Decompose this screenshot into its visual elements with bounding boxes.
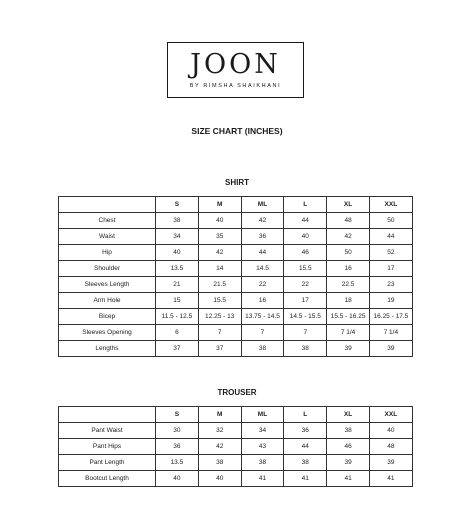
measurement-label: Sleeves Length [59,277,156,293]
size-header: S [156,197,199,213]
trouser-header-row [59,407,413,423]
size-header: XXL [369,407,412,423]
measurement-value: 6 [156,325,199,341]
table-row [59,245,413,261]
measurement-value: 23 [369,277,412,293]
measurement-value: 38 [327,423,370,439]
size-header: ML [241,407,284,423]
measurement-value: 44 [284,439,327,455]
measurement-value: 42 [241,213,284,229]
measurement-value: 42 [198,245,241,261]
measurement-value: 42 [327,229,370,245]
measurement-value: 43 [241,439,284,455]
measurement-label: Bicep [59,309,156,325]
measurement-value: 16 [327,261,370,277]
measurement-value: 39 [327,455,370,471]
table-row [59,277,413,293]
size-header: M [198,407,241,423]
measurement-value: 13.75 - 14.5 [241,309,284,325]
shirt-table-body [59,213,413,357]
measurement-value: 52 [369,245,412,261]
measurement-value: 13.5 [156,455,199,471]
size-header: XXL [369,197,412,213]
measurement-value: 22.5 [327,277,370,293]
brand-logo [167,42,304,98]
measurement-value: 36 [241,229,284,245]
measurement-value: 39 [327,341,370,357]
measurement-value: 41 [284,471,327,487]
measurement-value: 48 [327,213,370,229]
measurement-label: Pant Waist [59,423,156,439]
measurement-value: 36 [156,439,199,455]
table-row [59,229,413,245]
measurement-value: 40 [284,229,327,245]
measurement-value: 21.5 [198,277,241,293]
measurement-value: 36 [284,423,327,439]
measurement-value: 39 [369,455,412,471]
trouser-size-table [58,406,413,487]
size-header: XL [327,407,370,423]
size-header: L [284,197,327,213]
measurement-value: 48 [369,439,412,455]
measurement-value: 41 [327,471,370,487]
measurement-value: 44 [369,229,412,245]
measurement-value: 38 [198,455,241,471]
shirt-header-row [59,197,413,213]
measurement-value: 15.5 - 16.25 [327,309,370,325]
size-header: L [284,407,327,423]
measurement-value: 42 [198,439,241,455]
measurement-value: 38 [284,455,327,471]
page-title: SIZE CHART (INCHES) [191,126,283,136]
table-row [59,455,413,471]
measurement-value: 34 [241,423,284,439]
measurement-label: Chest [59,213,156,229]
measurement-label: Shoulder [59,261,156,277]
measurement-value: 7 [198,325,241,341]
table-row [59,213,413,229]
measurement-label: Lengths [59,341,156,357]
measurement-label: Pant Length [59,455,156,471]
measurement-value: 17 [284,293,327,309]
measurement-value: 15.5 [198,293,241,309]
measurement-value: 7 1/4 [369,325,412,341]
measurement-label: Waist [59,229,156,245]
table-row [59,293,413,309]
trouser-table-body [59,423,413,487]
measurement-value: 40 [156,245,199,261]
table-row [59,439,413,455]
measurement-value: 7 [284,325,327,341]
measurement-value: 12.25 - 13 [198,309,241,325]
measurement-value: 34 [156,229,199,245]
table-row [59,261,413,277]
measurement-value: 37 [156,341,199,357]
size-header: S [156,407,199,423]
measurement-value: 7 [241,325,284,341]
measurement-value: 7 1/4 [327,325,370,341]
measurement-value: 16 [241,293,284,309]
header-blank-cell [59,197,156,213]
size-header: XL [327,197,370,213]
measurement-value: 22 [241,277,284,293]
measurement-value: 11.5 - 12.5 [156,309,199,325]
measurement-value: 40 [369,423,412,439]
table-row [59,423,413,439]
measurement-value: 38 [241,455,284,471]
measurement-value: 50 [369,213,412,229]
measurement-label: Arm Hole [59,293,156,309]
measurement-value: 41 [241,471,284,487]
measurement-value: 39 [369,341,412,357]
measurement-value: 38 [156,213,199,229]
measurement-label: Sleeves Opening [59,325,156,341]
measurement-value: 15 [156,293,199,309]
measurement-value: 40 [156,471,199,487]
measurement-value: 14.5 - 15.5 [284,309,327,325]
shirt-heading: SHIRT [225,178,249,187]
measurement-value: 35 [198,229,241,245]
measurement-value: 14.5 [241,261,284,277]
measurement-value: 44 [284,213,327,229]
measurement-value: 40 [198,213,241,229]
measurement-value: 13.5 [156,261,199,277]
measurement-value: 44 [241,245,284,261]
table-row [59,325,413,341]
measurement-value: 22 [284,277,327,293]
measurement-value: 14 [198,261,241,277]
table-row [59,341,413,357]
table-row [59,471,413,487]
measurement-value: 40 [198,471,241,487]
measurement-value: 21 [156,277,199,293]
measurement-value: 38 [241,341,284,357]
measurement-value: 46 [327,439,370,455]
measurement-value: 19 [369,293,412,309]
measurement-value: 38 [284,341,327,357]
shirt-size-table [58,196,413,357]
measurement-value: 17 [369,261,412,277]
measurement-label: Bootcut Length [59,471,156,487]
measurement-value: 37 [198,341,241,357]
trouser-heading: TROUSER [217,388,257,397]
table-row [59,309,413,325]
measurement-value: 15.5 [284,261,327,277]
header-blank-cell [59,407,156,423]
measurement-value: 46 [284,245,327,261]
measurement-value: 30 [156,423,199,439]
measurement-value: 50 [327,245,370,261]
measurement-value: 18 [327,293,370,309]
size-header: ML [241,197,284,213]
measurement-value: 16.25 - 17.5 [369,309,412,325]
size-header: M [198,197,241,213]
measurement-value: 41 [369,471,412,487]
brand-tagline: BY RIMSHA SHAIKHANI [189,83,282,89]
measurement-label: Hip [59,245,156,261]
brand-name: JOON [190,49,281,80]
measurement-label: Pant Hips [59,439,156,455]
measurement-value: 32 [198,423,241,439]
